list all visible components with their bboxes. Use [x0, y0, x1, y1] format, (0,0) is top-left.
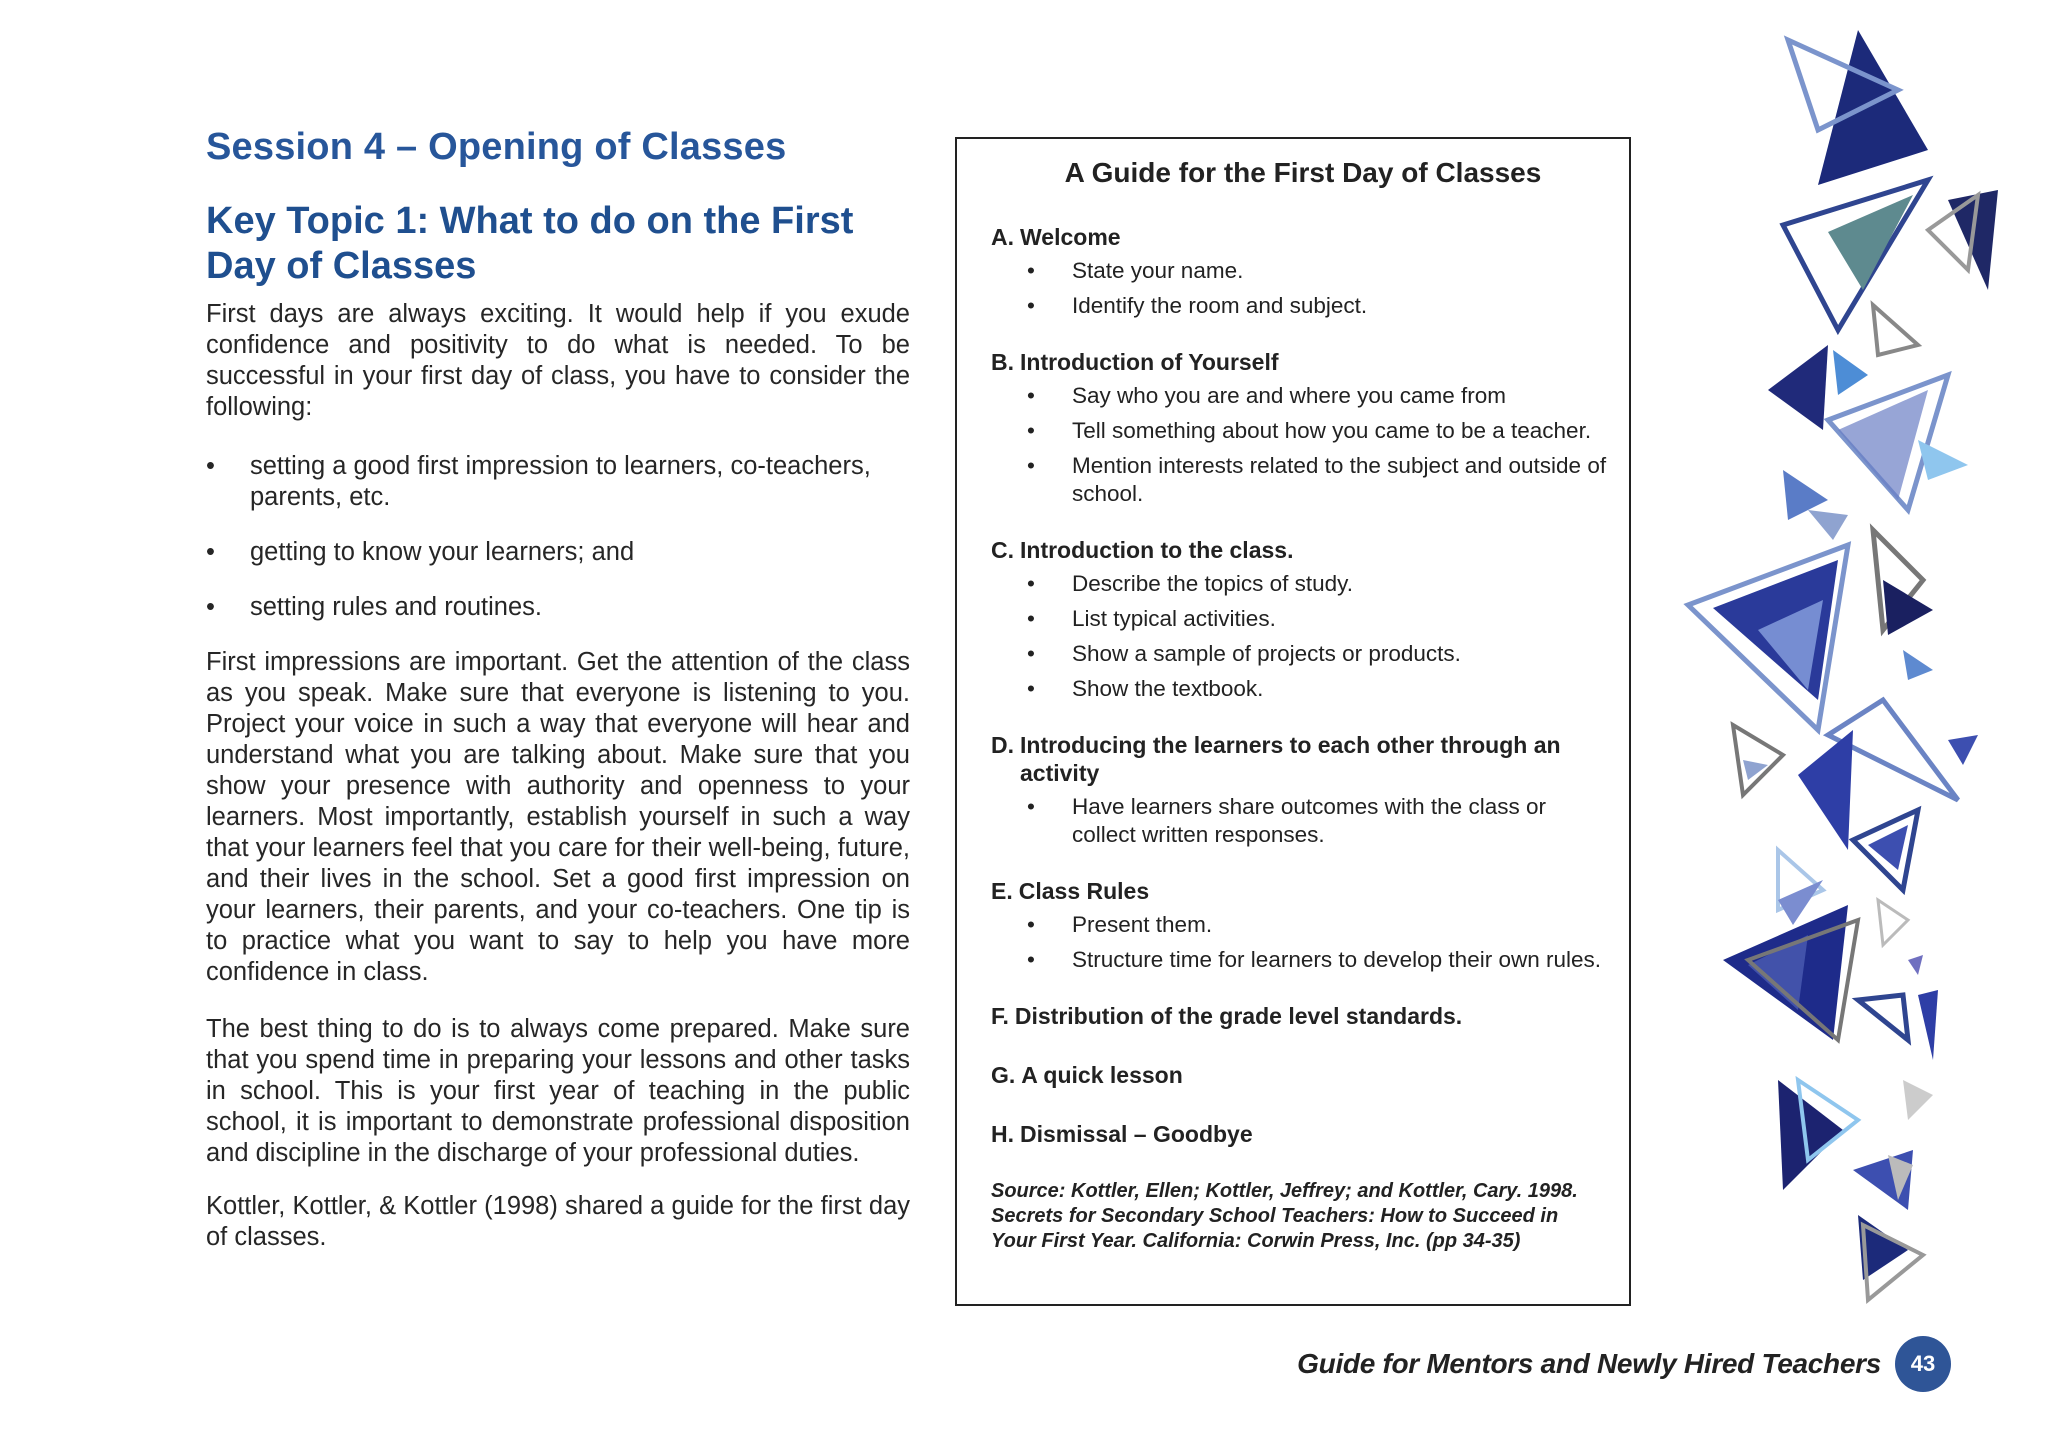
guide-title: A Guide for the First Day of Classes — [1064, 157, 1542, 188]
list-item: • Present them. — [991, 911, 1615, 939]
section-letter: D. — [991, 732, 1014, 758]
list-item: • Identify the room and subject. — [991, 292, 1615, 320]
list-item: • Mention interests related to the subject and outside of school. — [991, 452, 1615, 508]
list-item: • Structure time for learners to develop their own rules. — [991, 946, 1615, 974]
list-item: • Tell something about how you came to be a teacher. — [991, 417, 1615, 445]
guide-section-c — [991, 536, 1615, 703]
list-item: • State your name. — [991, 257, 1615, 285]
section-letter: E. — [991, 878, 1013, 904]
page-number-badge: 43 — [1895, 1336, 1951, 1392]
list-item: • Describe the topics of study. — [991, 570, 1615, 598]
list-item: • List typical activities. — [991, 605, 1615, 633]
section-heading: Introduction to the class. — [1020, 537, 1294, 563]
list-item: • setting rules and routines. — [206, 592, 910, 623]
section-letter: G. — [991, 1062, 1016, 1088]
guide-box — [955, 137, 1631, 1306]
section-heading: Welcome — [1020, 224, 1121, 250]
come-prepared-paragraph: The best thing to do is to always come prepared. Make sure that you spend time in preparing your lessons and other tasks in school. This is your first year of teaching in the public school, it is important to demonstrate professional disposition and discipline in the discharge of your professional duties. — [206, 1015, 910, 1167]
guide-section-a — [991, 223, 1615, 320]
list-item: • Show the textbook. — [991, 675, 1615, 703]
section-letter: H. — [991, 1121, 1014, 1147]
section-letter: B. — [991, 349, 1014, 375]
list-item: • getting to know your learners; and — [206, 537, 910, 568]
guide-section-g — [991, 1061, 1615, 1089]
section-heading: Dismissal – Goodbye — [1020, 1121, 1253, 1147]
source-citation: Source: Kottler, Ellen; Kottler, Jeffrey; and Kottler, Cary. 1998. Secrets for Secondary School Teachers: How to Succeed in Your First Year. California: Corwin Press, Inc. (pp 34-35) — [991, 1180, 1578, 1252]
section-letter: A. — [991, 224, 1014, 250]
section-heading: A quick lesson — [1021, 1062, 1183, 1088]
footer-title: Guide for Mentors and Newly Hired Teachers — [1297, 1348, 1881, 1379]
list-item: • Have learners share outcomes with the class or collect written responses. — [991, 793, 1615, 849]
guide-section-f — [991, 1002, 1615, 1030]
guide-section-b — [991, 348, 1615, 508]
intro-paragraph: First days are always exciting. It would help if you exude confidence and positivity to do what is needed. To be successful in your first day of class, you have to consider the following: — [206, 300, 910, 421]
section-heading: Introducing the learners to each other through an activity — [1020, 732, 1561, 786]
list-item: • Say who you are and where you came from — [991, 382, 1615, 410]
section-letter: C. — [991, 537, 1014, 563]
section-heading: Class Rules — [1018, 878, 1150, 904]
section-heading: Distribution of the grade level standards. — [1014, 1003, 1463, 1029]
key-topic-heading: Key Topic 1: What to do on the First Day of Classes — [206, 200, 854, 287]
list-item: • setting a good first impression to learners, co-teachers, parents, etc. — [206, 451, 910, 513]
guide-section-h — [991, 1120, 1615, 1148]
triangle-decoration-icon — [1668, 0, 2048, 1448]
left-column — [206, 126, 910, 1253]
guide-section-d — [991, 731, 1615, 849]
section-letter: F. — [991, 1003, 1009, 1029]
session-title: Session 4 – Opening of Classes — [206, 126, 787, 168]
list-item: • Show a sample of projects or products. — [991, 640, 1615, 668]
section-heading: Introduction of Yourself — [1020, 349, 1279, 375]
kottler-paragraph: Kottler, Kottler, & Kottler (1998) shared a guide for the first day of classes. — [206, 1192, 910, 1251]
first-impressions-paragraph: First impressions are important. Get the attention of the class as you speak. Make sure that everyone is listening to you. Project your voice in such a way that everyone will hear and understand what you are talking about. Make sure that you show your presence with authority and openness to your learners. Most importantly, establish yourself in such a way that your learners feel that you care for their well-being, future, and their lives in the school. Set a good first impression on your learners, their parents, and your co-teachers. One tip is to practice what you want to say to help you have more confidence in class. — [206, 648, 910, 986]
guide-section-e — [991, 877, 1615, 974]
consider-list — [206, 451, 910, 623]
